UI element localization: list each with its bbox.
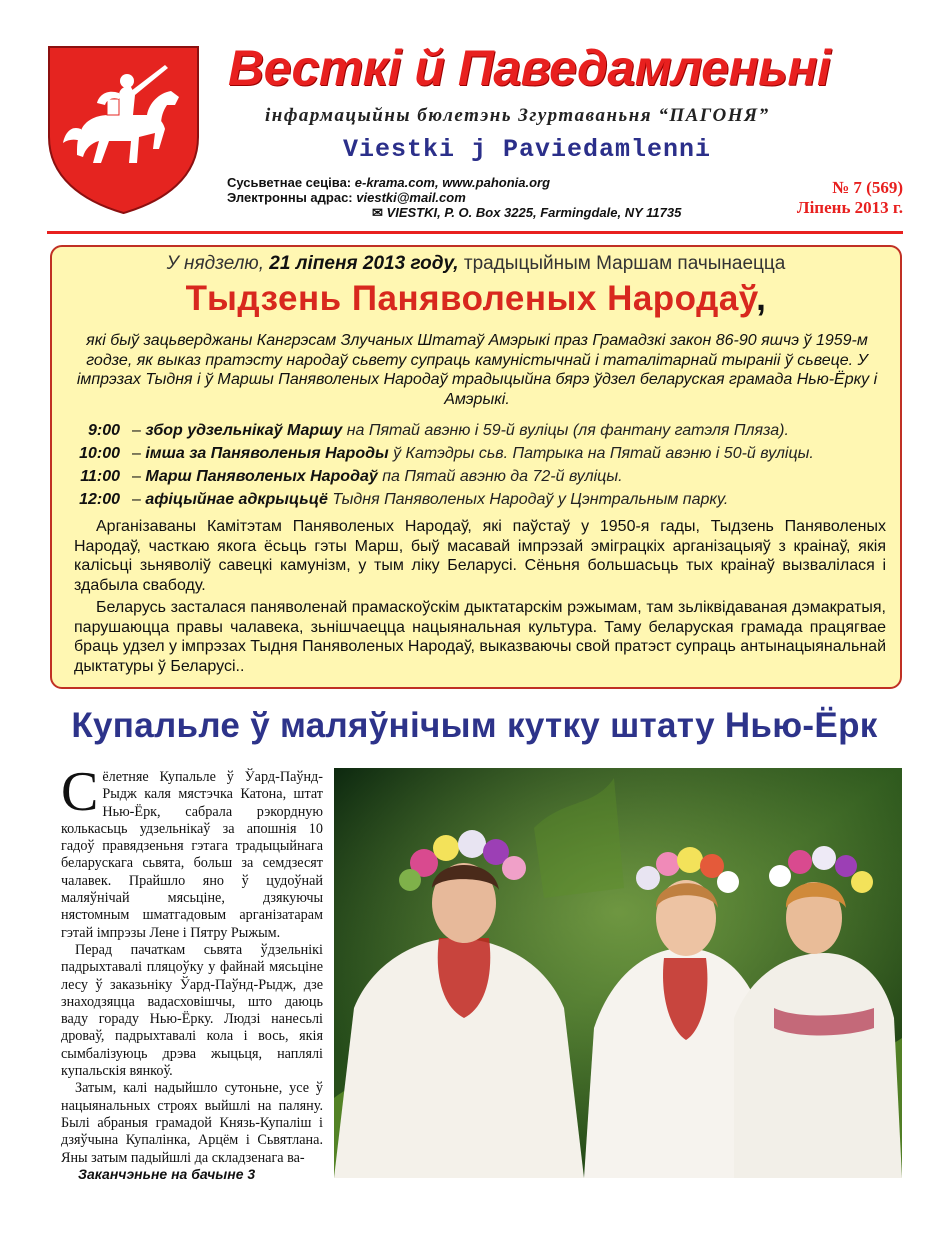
email-label: Электронны адрас: <box>227 190 353 205</box>
article-paragraph: Перад пачаткам сьвята ўдзельнікі падрыхтавалі пляцоўку у файнай мясьціне лесу ў заказьніку Ўард-Паўнд-Рыдж, дзе знаходзяцца вадасховішчы, што даюць ваду гораду Нью-Ёрку. Людзі нанесьлі дроваў, падрыхтавалі кола і вось, якія сымбалізуюць дрэва жыцьця, наплялі купальскія вянкоў. <box>61 941 323 1080</box>
notice-headline-text: Тыдзень Паняволеных Народаў <box>185 279 757 318</box>
schedule-row <box>70 465 890 488</box>
notice-paragraph-2: Беларусь засталася паняволенай прамаскоўскім дыктатарскім рэжымам, там зьліквідаваная дэмакратыя, парушаюцца правы чалавека, зьнішчаецца нацыянальная культура. Таму беларуская грамада працягвае браць удзел у імпрэзах Тыдня Паняволеных Народаў, выказваючы свой пратэст супраць антынацыянальнай дыктатуры ў Беларусі.. <box>74 599 886 675</box>
continued-note: Заканчэньне на бачыне 3 <box>78 1166 256 1182</box>
envelope-icon: ✉ <box>372 205 383 220</box>
schedule-time: 9:00 <box>87 422 120 439</box>
notice-lead <box>52 253 900 275</box>
notice-lead-post: традыцыйным Маршам пачынаецца <box>463 253 786 274</box>
schedule-row <box>70 419 890 442</box>
schedule-dash: – <box>132 491 141 508</box>
schedule-row <box>70 442 890 465</box>
web-link[interactable]: e-krama.com, www.pahonia.org <box>354 175 551 190</box>
article-headline: Купальле ў маляўнічым кутку штату Нью-Ёрк <box>71 706 878 745</box>
schedule-place: Тыдня Паняволеных Народаў у Цэнтральным парку. <box>332 491 729 508</box>
newspaper-subtitle: інфармацыйны бюлетэнь Згуртаваньня “ПАГОНЯ” <box>265 105 770 126</box>
kupala-photo <box>334 768 902 1178</box>
notice-intro: які быў зацьверджаны Кангрэсам Злучаных Штатаў Амэрыкі праз Грамадзкі закон 86-90 яшчэ ў 1959-м годзе, як выказ пратэсту народаў сьвету супраць камуністычнай і таталітарнай тыраніі ў сьвеце. У імпрэзах Тыдня і ў Маршы Паняволеных Народаў традыцыйна бярэ ўдзел беларуская грамада Нью-Ёрку і Амэрыкі. <box>76 332 878 408</box>
schedule-time: 12:00 <box>79 491 120 508</box>
schedule-event: імша за Паняволеныя Народы <box>145 445 389 462</box>
notice-lead-pre: У нядзелю, <box>166 253 264 274</box>
pahonia-emblem <box>47 45 200 215</box>
web-label: Сусьветнае сеціва: <box>227 175 352 190</box>
article-paragraph <box>61 761 323 942</box>
article-paragraph: Затым, калі надыйшло сутоньне, усе ў нацыянальных строях выйшлі на паляну. Былі абраныя грамадой Князь-Купаліш і дзяўчына Купалінка, Арцём і Сьвятлана. Яны затым падыйшлі да складзенага ва- <box>61 1080 323 1166</box>
notice-lead-date: 21 ліпеня 2013 году, <box>269 253 459 274</box>
article-body <box>61 761 323 1167</box>
notice-paragraph-1: Арганізаваны Камітэтам Паняволеных Народаў, які паўстаў у 1950-я гады, Тыдзень Паняволеных Народаў, часткаю якога ёсьць гэты Марш, быў масавай імпрэзай эміграцкіх арганізацыяў з краінаў, якія калісьці зьняволіў савецкі камунізм, у тым ліку Беларусі. Сёньня большасьць тых краінаў вызвалілася і здабыла свабоду. <box>74 518 886 594</box>
schedule-place: на Пятай авэню і 59-й вуліцы (ля фантану гатэля Пляза). <box>346 422 789 439</box>
schedule-dash: – <box>132 422 141 439</box>
notice-headline <box>52 279 900 319</box>
schedule-event: афіцыйнае адкрыцьцё <box>145 491 328 508</box>
contacts-block <box>227 175 681 220</box>
schedule-row <box>70 488 890 511</box>
schedule-place: па Пятай авэню да 72-й вуліцы. <box>382 468 623 485</box>
drop-cap: С <box>61 761 99 823</box>
notice-headline-comma: , <box>756 279 767 318</box>
schedule-place: ў Катэдры сьв. Патрыка на Пятай авэню і 50-й вуліцы. <box>393 445 814 462</box>
email-link[interactable]: viestki@mail.com <box>356 190 466 205</box>
article-paragraph-text: ёлетняе Купальле ў Ўард-Паўнд-Рыдж каля мястэчка Катона, штат Нью-Ёрк, сабрала рэкордную колькасьць удзельнікаў за апошнія 10 гадоў правядзеньня гэтага традыцыйнага беларускага сьвята, больш за семдзесят чалавек. Прайшло яно ў цудоўнай маляўнічай мясьціне, дзякуючы нястомным шматгадовым арганізатарам гэтай імпрэзы Лене і Пятру Рыжым. <box>61 769 323 941</box>
schedule-dash: – <box>132 468 141 485</box>
issue-number: № 7 (569) <box>832 178 903 197</box>
schedule-time: 10:00 <box>79 445 120 462</box>
issue-date: Ліпень 2013 г. <box>796 198 903 217</box>
issue-info <box>797 178 903 218</box>
notice-box <box>50 245 902 689</box>
postal-address: VIESTKI, P. O. Box 3225, Farmingdale, NY 11735 <box>386 205 682 220</box>
schedule-event: Марш Паняволеных Народаў <box>145 468 378 485</box>
schedule-time: 11:00 <box>80 468 120 485</box>
newspaper-title: Весткі й Паведамленьні <box>228 40 831 96</box>
schedule-event: збор удзельнікаў Маршу <box>145 422 343 439</box>
schedule-dash: – <box>132 445 141 462</box>
latin-title: Viestki j Paviedamlenni <box>343 135 712 164</box>
masthead-divider <box>47 231 903 234</box>
schedule-list <box>70 419 890 511</box>
